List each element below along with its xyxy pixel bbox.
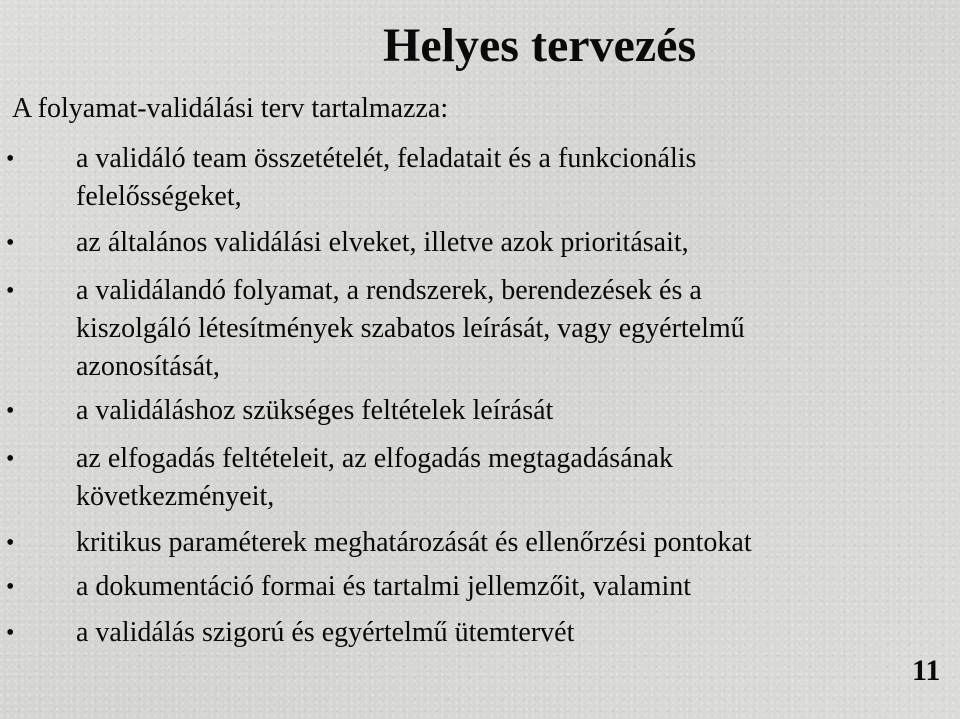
bullet-icon: • — [6, 146, 15, 172]
bullet-icon: • — [6, 446, 15, 472]
bullet-line: azonosítását, — [76, 351, 220, 382]
bullet-icon: • — [6, 230, 15, 256]
bullet-icon: • — [6, 398, 15, 424]
bullet-line: a dokumentáció formai és tartalmi jellemzőit, valamint — [76, 571, 692, 602]
bullet-line: a validáláshoz szükséges feltételek leírását — [76, 395, 554, 426]
bullet-icon: • — [6, 530, 15, 556]
bullet-line: a validálás szigorú és egyértelmű ütemtervét — [76, 617, 575, 648]
bullet-icon: • — [6, 278, 15, 304]
bullet-line: kritikus paraméterek meghatározását és ellenőrzési pontokat — [76, 527, 752, 558]
bullet-icon: • — [6, 574, 15, 600]
bullet-line: a validáló team összetételét, feladatait és a funkcionális — [76, 143, 697, 174]
bullet-icon: • — [6, 620, 15, 646]
intro-text: A folyamat-validálási terv tartalmazza: — [12, 93, 449, 124]
slide-title: Helyes tervezés — [383, 19, 697, 72]
bullet-line: következményeit, — [76, 481, 275, 512]
bullet-line: a validálandó folyamat, a rendszerek, berendezések és a — [76, 275, 702, 306]
bullet-line: az elfogadás feltételeit, az elfogadás megtagadásának — [76, 443, 674, 474]
bullet-line: kiszolgáló létesítmények szabatos leírását, vagy egyértelmű — [76, 313, 745, 344]
page-number: 11 — [912, 654, 941, 687]
bullet-line: az általános validálási elveket, illetve azok prioritásait, — [76, 227, 689, 258]
bullet-line: felelősségeket, — [76, 181, 242, 212]
